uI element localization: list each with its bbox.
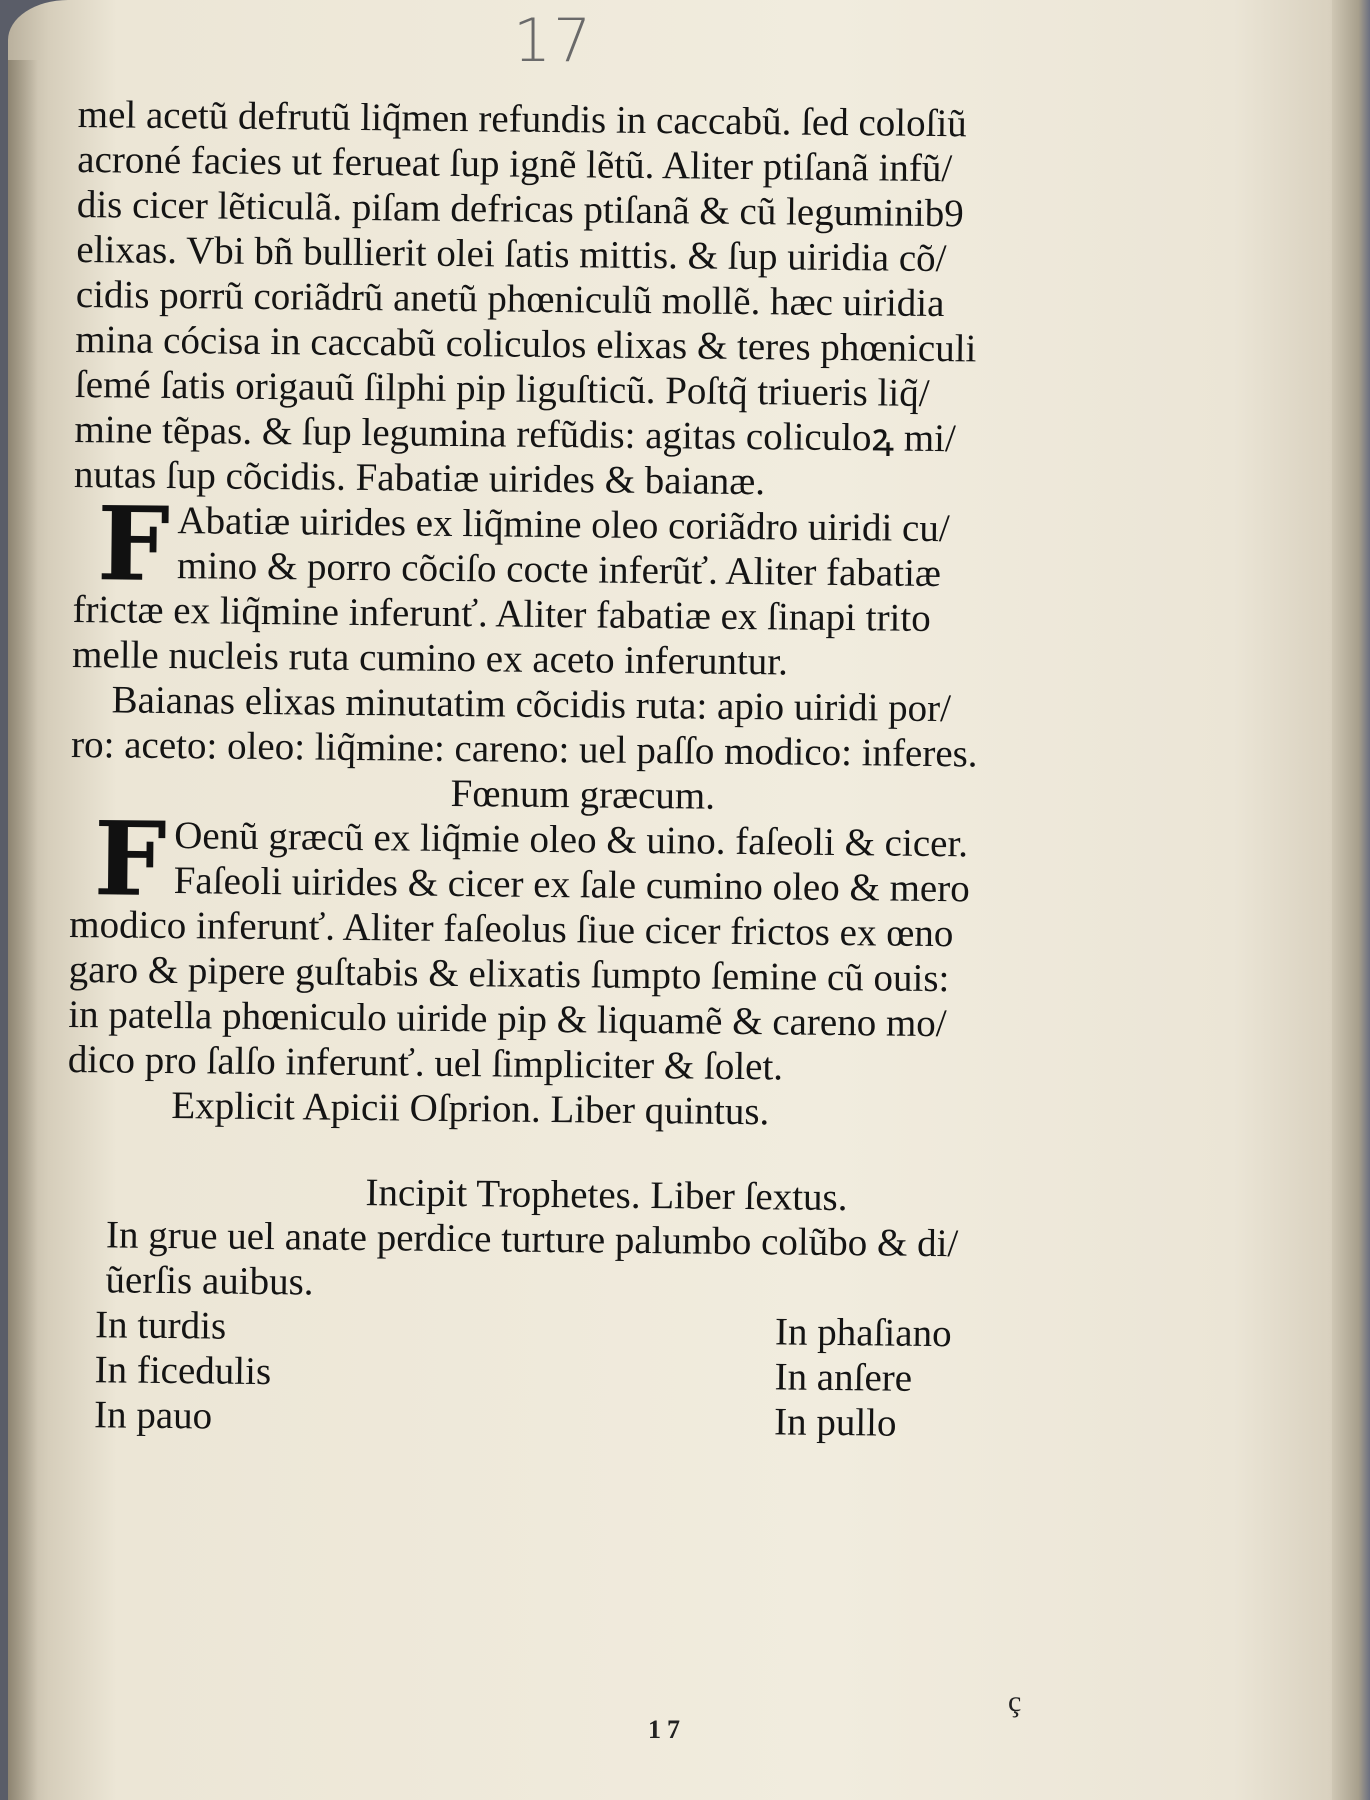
text-line: modico inferunť. Aliter faſeolus ſiue cicer frictos ex œno bbox=[69, 902, 954, 956]
drop-cap: F bbox=[93, 799, 168, 920]
toc-entry: In turdis bbox=[94, 1303, 227, 1348]
text-line: dico pro ſalſo inferunť. uel ſimpliciter & ſolet. bbox=[67, 1037, 784, 1089]
text-line: acroné facies ut ferueat ſup ignẽ lẽtũ. Aliter ptiſanã infũ/ bbox=[77, 137, 953, 191]
toc-entry: In anſere bbox=[774, 1355, 913, 1400]
toc-entry: In pauo bbox=[93, 1393, 213, 1438]
section-heading: Fœnum græcum. bbox=[450, 771, 716, 818]
text-line: Oenũ græcũ ex liq̃mie oleo & uino. faſeoli & cicer. bbox=[173, 814, 969, 866]
text-line: Baianas elixas minutatim cõcidis ruta: apio uiridi por/ bbox=[111, 678, 952, 731]
foenum-paragraph bbox=[70, 799, 1151, 920]
toc-entry: In phaſiano bbox=[774, 1310, 952, 1356]
text-block bbox=[64, 92, 1158, 1448]
signature-mark: ç bbox=[1008, 1685, 1022, 1718]
text-line: cidis porrũ coriãdrũ anetũ phœniculũ mollẽ. hæc uiridia bbox=[75, 272, 945, 326]
opening-lines bbox=[74, 92, 1158, 508]
text-line: elixas. Vbi bñ bullierit olei ſatis mittis. & ſup uiridia cõ/ bbox=[76, 227, 947, 281]
incipit-line: Incipit Trophetes. Liber ſextus. bbox=[365, 1171, 848, 1220]
text-line: mine tẽpas. & ſup legumina refũdis: agitas coliculoꝝ mi/ bbox=[74, 407, 957, 461]
text-line: mina cócisa in caccabũ coliculos elixas & teres phœniculi bbox=[75, 317, 977, 371]
explicit-line: Explicit Apicii Oſprion. Liber quintus. bbox=[171, 1084, 770, 1134]
page-edge bbox=[1332, 0, 1370, 1800]
text-line: dis cicer lẽticulã. piſam defricas ptiſanã & cũ leguminib9 bbox=[76, 182, 964, 236]
fabatiae-paragraph bbox=[73, 484, 1154, 605]
book-page bbox=[8, 0, 1370, 1800]
toc-entry: In pullo bbox=[773, 1400, 897, 1445]
text-line: nutas ſup cõcidis. Fabatiæ uirides & baianæ. bbox=[73, 452, 766, 504]
text-line: frictæ ex liq̃mine inferunť. Aliter fabatiæ ex ſinapi trito bbox=[72, 587, 931, 640]
toc-intro-line: ũerſis auibus. bbox=[105, 1258, 314, 1304]
text-line: Abatiæ uirides ex liq̃mine oleo coriãdro uiridi cu/ bbox=[177, 499, 950, 551]
printed-page-number: 17 bbox=[648, 1715, 686, 1744]
text-line: melle nucleis ruta cumino ex aceto inferuntur. bbox=[71, 632, 789, 684]
text-line: Faſeoli uirides & cicer ex ſale cumino oleo & mero bbox=[173, 859, 970, 911]
toc-entry: In ficedulis bbox=[94, 1348, 272, 1394]
drop-cap: F bbox=[96, 484, 171, 605]
text-line: in patella phœniculo uiride pip & liquamẽ & careno mo/ bbox=[68, 992, 947, 1046]
handwritten-folio-number: 17 bbox=[513, 6, 594, 76]
text-line: ſemé ſatis origauũ ſilphi pip liguſticũ. Poſtq̃ triueris liq̃/ bbox=[74, 362, 930, 415]
text-line: garo & pipere guſtabis & elixatis ſumpto ſemine cũ ouis: bbox=[68, 947, 950, 1001]
toc-intro-line: In grue uel anate perdice turture palumbo colũbo & di/ bbox=[105, 1213, 959, 1266]
gutter-shadow bbox=[8, 60, 38, 1800]
text-line: mino & porro cõciſo cocte inferũť. Aliter fabatiæ bbox=[176, 544, 942, 596]
text-line: ro: aceto: oleo: liq̃mine: careno: uel paſſo modico: inferes. bbox=[70, 722, 978, 776]
text-line: mel acetũ defrutũ liq̃men refundis in caccabũ. ſed coloſiũ bbox=[77, 92, 968, 146]
